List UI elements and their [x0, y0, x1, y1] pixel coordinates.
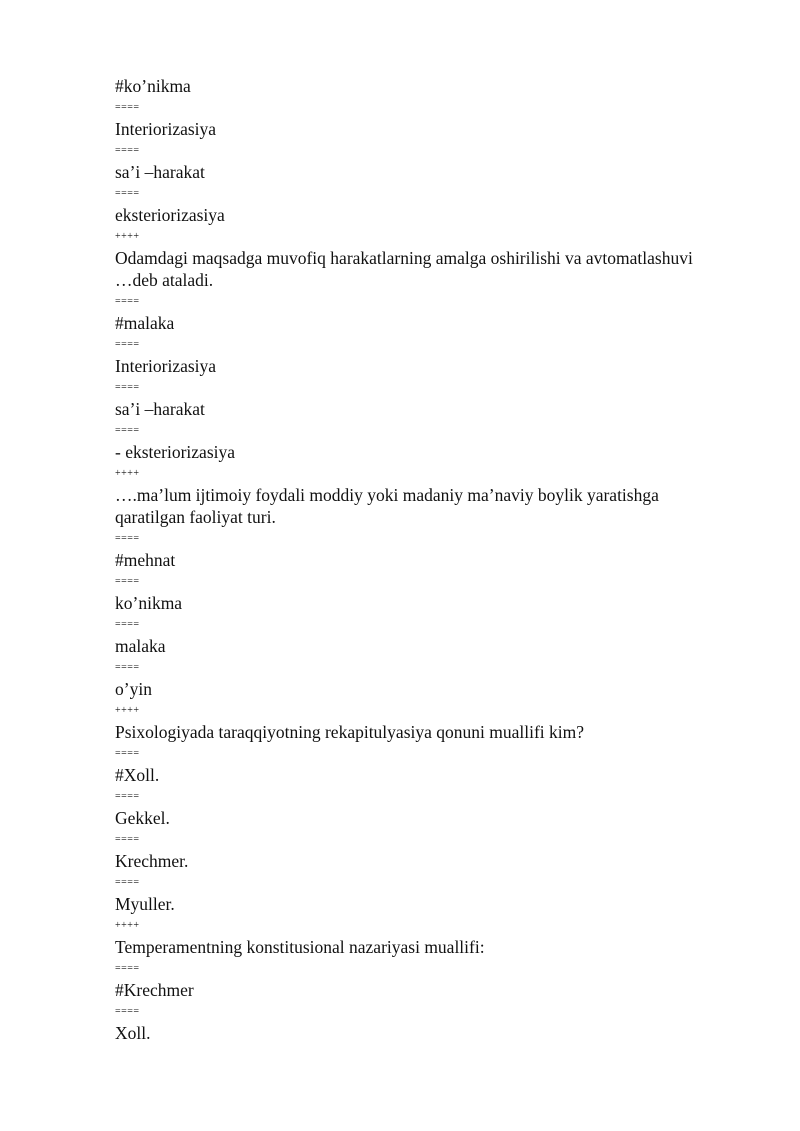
text-line: …deb ataladi. — [115, 270, 214, 290]
text-line: #malaka — [115, 313, 175, 333]
text-line: Gekkel. — [115, 808, 170, 828]
text-line: sa’i –harakat — [115, 399, 205, 419]
separator-marker: ==== — [115, 619, 140, 630]
text-line: #Krechmer — [115, 980, 194, 1000]
text-line: Interiorizasiya — [115, 119, 217, 139]
separator-marker: ==== — [115, 1006, 140, 1017]
separator-marker: ==== — [115, 382, 140, 393]
text-line: #ko’nikma — [115, 76, 191, 96]
text-line: qaratilgan faoliyat turi. — [115, 507, 276, 527]
text-line: ko’nikma — [115, 593, 183, 613]
text-line: sa’i –harakat — [115, 162, 205, 182]
text-line: #mehnat — [115, 550, 176, 570]
text-line: Temperamentning konstitusional nazariyasi muallifi: — [115, 937, 485, 957]
separator-marker: ==== — [115, 339, 140, 350]
text-line: ….ma’lum ijtimoiy foydali moddiy yoki madaniy ma’naviy boylik yaratishga — [115, 485, 659, 505]
separator-marker: ++++ — [115, 705, 140, 716]
text-line: Interiorizasiya — [115, 356, 217, 376]
text-line: #Xoll. — [115, 765, 160, 785]
text-line: Xoll. — [115, 1023, 151, 1043]
separator-marker: ==== — [115, 963, 140, 974]
separator-marker: ==== — [115, 102, 140, 113]
separator-marker: ==== — [115, 877, 140, 888]
separator-marker: ==== — [115, 662, 140, 673]
separator-marker: ==== — [115, 834, 140, 845]
separator-marker: ==== — [115, 425, 140, 436]
text-line: Psixologiyada taraqqiyotning rekapitulyasiya qonuni muallifi kim? — [115, 722, 585, 742]
separator-marker: ==== — [115, 296, 140, 307]
text-line: Odamdagi maqsadga muvofiq harakatlarning amalga oshirilishi va avtomatlashuvi — [115, 248, 693, 268]
text-line: - eksteriorizasiya — [115, 442, 236, 462]
text-line: Krechmer. — [115, 851, 189, 871]
separator-marker: ==== — [115, 188, 140, 199]
text-line: eksteriorizasiya — [115, 205, 225, 225]
separator-marker: ++++ — [115, 920, 140, 931]
separator-marker: ==== — [115, 576, 140, 587]
separator-marker: ++++ — [115, 231, 140, 242]
text-line: Myuller. — [115, 894, 175, 914]
document-body — [115, 75, 755, 1044]
separator-marker: ==== — [115, 791, 140, 802]
text-line: malaka — [115, 636, 166, 656]
separator-marker: ==== — [115, 748, 140, 759]
document-page — [115, 75, 755, 1044]
separator-marker: ++++ — [115, 468, 140, 479]
text-line: o’yin — [115, 679, 152, 699]
separator-marker: ==== — [115, 533, 140, 544]
separator-marker: ==== — [115, 145, 140, 156]
